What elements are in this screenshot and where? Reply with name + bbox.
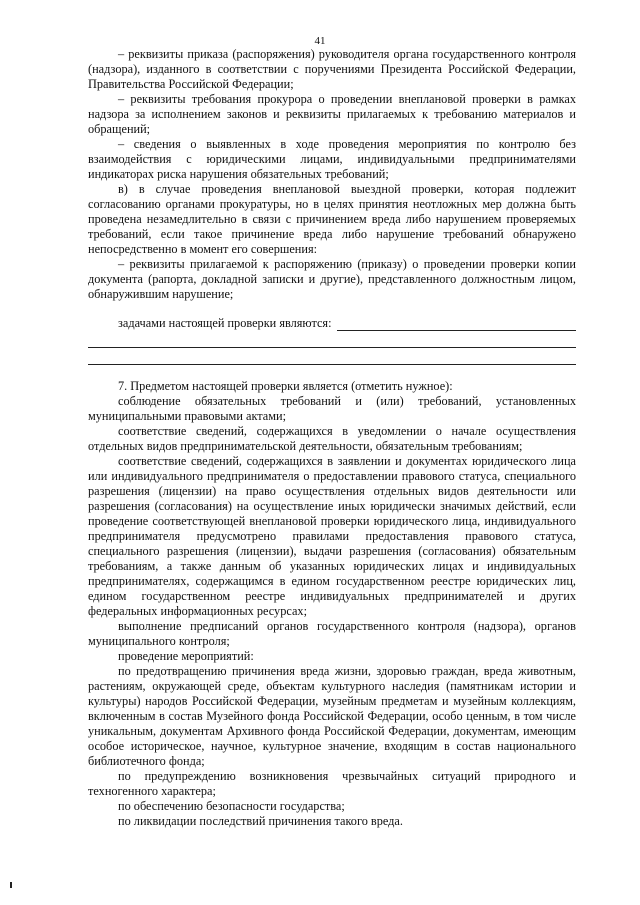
subject-item: проведение мероприятий: [118, 649, 254, 663]
blank-fill-line [88, 331, 576, 348]
tasks-label: задачами настоящей проверки являются: [118, 316, 332, 330]
document-body [88, 47, 576, 829]
paragraph-unscheduled-inspection: в) в случае проведения внеплановой выездной проверки, которая подлежит согласованию органами прокуратуры, но в целях принятия неотложных мер должна быть проведена незамедлительно в связи с причинением вреда либо нарушением проверяемых требований, если такое причинение вреда либо нарушение требований обнаружено непосредственно в момент его совершения: [88, 182, 576, 256]
subject-item: соответствие сведений, содержащихся в уведомлении о начале осуществления отдельных видов предпринимательской деятельности, обязательным требованиям; [88, 424, 576, 453]
subject-item: по обеспечению безопасности государства; [118, 799, 345, 813]
subject-item: по ликвидации последствий причинения такого вреда. [118, 814, 403, 828]
subject-item: соответствие сведений, содержащихся в заявлении и документах юридического лица или индивидуального предпринимателя о предоставлении правового статуса, специального разрешения (лицензии) на право осуществления отдельных видов деятельности или разрешения (согласования) на осуществление иных юридически значимых действий, если проведение соответствующей внеплановой проверки юридического лица, индивидуального предпринимателя предусмотрено правилами предоставления правового статуса, специального разрешения (лицензии), выдачи разрешения (согласования) обязательным требованиям, а также данным об указанных юридических лицах и индивидуальных предпринимателях, содержащимся в едином государственном реестре юридических лиц, едином государственном реестре индивидуальных предпринимателей и других федеральных информационных ресурсах; [88, 454, 576, 618]
subject-item: выполнение предписаний органов государственного контроля (надзора), органов муниципального контроля; [88, 619, 576, 648]
tasks-field [88, 316, 576, 331]
subject-item: по предотвращению причинения вреда жизни, здоровью граждан, вреда животным, растениям, окружающей среде, объектам культурного наследия (памятникам истории и культуры) народов Российской Федерации, музейным предметам и музейным коллекциям, включенным в состав Музейного фонда Российской Федерации, особо ценным, в том числе уникальным, документам Архивного фонда Российской Федерации, документам, имеющим особое историческое, научное, культурное значение, входящим в состав национального библиотечного фонда; [88, 664, 576, 768]
blank-fill-line [88, 348, 576, 365]
tasks-fill-line [337, 318, 577, 331]
page-number: 41 [314, 35, 326, 47]
scan-mark [10, 882, 12, 888]
paragraph-prosecutor-requirement: – реквизиты требования прокурора о проведении внеплановой проверки в рамках надзора за исполнением законов и реквизиты прилагаемых к требованию материалов и обращений; [88, 92, 576, 136]
subject-item: соблюдение обязательных требований и (или) требований, установленных муниципальными правовыми актами; [88, 394, 576, 423]
paragraph-order-details: – реквизиты приказа (распоряжения) руководителя органа государственного контроля (надзора), изданного в соответствии с поручениями Президента Российской Федерации, Правительства Российской Федерации; [88, 47, 576, 91]
paragraph-attached-document: – реквизиты прилагаемой к распоряжению (приказу) о проведении проверки копии документа (рапорта, докладной записки и другие), представленного должностным лицом, обнаружившим нарушение; [88, 257, 576, 301]
section-7-heading: 7. Предметом настоящей проверки является (отметить нужное): [118, 379, 453, 393]
paragraph-risk-indicators: – сведения о выявленных в ходе проведения мероприятия по контролю без взаимодействия с юридическими лицами, индивидуальными предпринимателями индикаторах риска нарушения обязательных требований; [88, 137, 576, 181]
subject-item: по предупреждению возникновения чрезвычайных ситуаций природного и техногенного характера; [88, 769, 576, 798]
